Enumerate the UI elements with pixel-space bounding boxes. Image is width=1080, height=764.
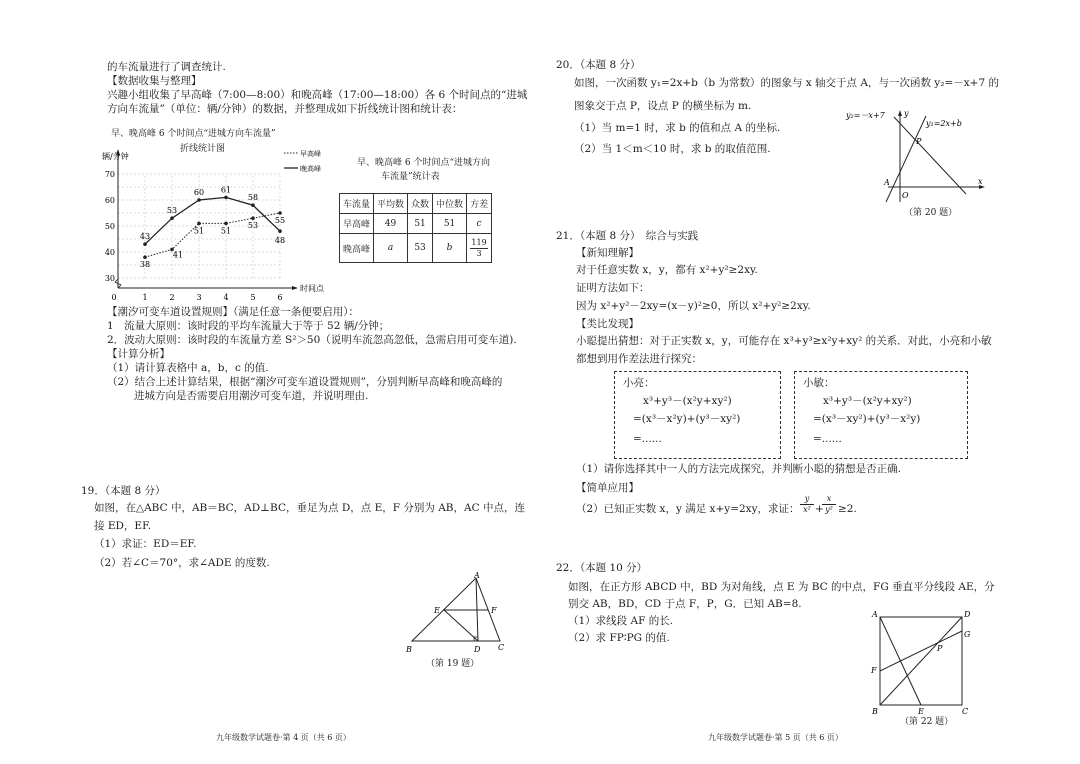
q21-line-3: 因为 x²+y²－2xy=(x－y)²≥0，所以 x²+y²≥2xy. [576,300,811,312]
left-footer: 九年级数学试题卷·第 4 页（共 6 页） [216,733,351,742]
segment-fg [880,631,962,671]
fraction-2 [822,494,836,515]
label-o: O [902,191,909,200]
table-title-2: 车流量”统计表 [381,172,440,182]
data-point [170,216,174,220]
data-point [197,222,201,226]
box-line: =(x³－xy²)+(y³－x²y) [813,413,921,425]
x-arrow-icon [292,286,298,290]
label-y: y [904,109,909,118]
table-header: 众数 [408,194,433,214]
label-f: F [871,666,877,675]
collect-line-2: 方向车流量”（单位：辆/分钟）的数据，并整理成如下折线统计图和统计表： [107,103,463,115]
data-label: 43 [139,232,151,242]
box-label: 小亮： [623,377,655,389]
calc-3: 进城方向是否需要启用潮汐可变车道，并说明理由. [134,390,369,402]
fraction-denominator: y² [825,505,833,514]
label-d: D [964,610,971,619]
xiaoliang-box [614,371,781,459]
label-y2: y₂=－x+7 [846,111,885,120]
q21-line-4: 小聪提出猜想：对于正实数 x，y，可能存在 x³+y³≥x²y+xy² 的关系．对此，小亮和小敏 [576,335,992,347]
q21-line-5: 都想到用作差法进行探究： [576,353,702,365]
label-g: G [964,630,971,639]
label-e: E [434,606,440,615]
y-tick-label: 60 [104,196,115,205]
data-label: 51 [220,226,232,236]
figure-20 [838,102,988,212]
x-tick-label: 5 [250,293,256,302]
q20-heading: 20．（本题 8 分） [556,59,641,71]
chart-title-1: 早、晚高峰 6 个时间点“进城方向车流量” [111,129,276,139]
table-cell: 51 [408,214,433,234]
data-point [197,198,201,202]
q22-line-4: （2）求 FP∶PG 的值. [568,632,670,644]
fraction-numerator: x [822,494,836,505]
table-header: 车流量 [340,194,374,214]
q21-line-2: 证明方法如下： [576,282,650,294]
rule-heading: 【潮汐可变车道设置规则】（满足任意一条便要启用）： [107,306,359,318]
table-cell: a [374,234,408,263]
q21-new-heading: 【新知理解】 [576,247,639,259]
data-point [143,242,147,246]
q20-line-2: 图象交于点 P，设点 P 的横坐标为 m. [574,100,752,112]
table-cell: 晚高峰 [340,234,374,263]
q20-line-4: （2）当 1＜m＜10 时，求 b 的取值范围. [574,143,771,155]
calc-2: （2）结合上述计算结果，根据“潮汐可变车道设置规则”，分别判断早高峰和晚高峰的 [107,376,503,388]
table-cell: b [433,234,467,263]
series-line-evening [145,197,280,244]
legend-label: 早高峰 [300,150,321,158]
data-point [251,216,255,220]
q20-line-1: 如图，一次函数 y₁=2x+b（b 为常数）的图象与 x 轴交于点 A，与一次函数 y₂=－x+7 的 [574,77,999,89]
label-d: D [474,645,481,654]
label-c: C [498,643,505,652]
fraction-denominator: 3 [476,248,482,258]
y-tick-label: 40 [104,248,115,257]
chart-title-2: 折线统计图 [180,144,226,154]
q19-line-2: 接 ED，EF. [94,520,152,532]
table-cell: c [467,214,492,234]
fraction-numerator: 119 [471,237,487,247]
table-cell: 51 [433,214,467,234]
q21-line-6: （1）请你选择其中一人的方法完成探究，并判断小聪的猜想是否正确. [576,463,902,475]
plus-sign: + [815,503,824,515]
x-tick-label: 3 [196,293,202,302]
figure-19 [400,570,520,660]
data-label: 38 [139,260,151,270]
y-axis-label: 辆/分钟 [102,152,129,161]
line-y1 [886,116,926,202]
x-tick-label: 4 [223,293,229,302]
segment-ed [444,610,478,641]
label-a: A [474,571,480,580]
q22-line-2: 别交 AB，BD，CD 于点 F，P，G．已知 AB=8. [568,598,802,610]
q21-analog-heading: 【类比发现】 [576,318,639,330]
table-row [340,234,492,263]
data-label: 61 [220,185,232,195]
q19-line-3: （1）求证：ED＝EF. [94,538,197,550]
fig19-caption: （第 19 题） [426,659,480,669]
table-header: 方差 [467,194,492,214]
series-line-morning [145,213,280,260]
fraction-numerator: y [800,494,814,505]
table-header-row [340,194,492,214]
q19-line-1: 如图，在△ABC 中，AB＝BC，AD⊥BC，垂足为点 D，点 E，F 分别为 AB，AC 中点，连 [94,502,525,514]
box-label: 小敏： [803,377,835,389]
y-arrow-icon [898,110,902,116]
q19-heading: 19．（本题 8 分） [81,485,166,497]
y-tick-label: 30 [104,274,115,283]
xiaomin-box [794,371,968,459]
table-cell: 早高峰 [340,214,374,234]
line-chart [100,146,335,302]
q20-line-3: （1）当 m=1 时，求 b 的值和点 A 的坐标. [574,122,781,134]
stats-table [339,193,492,263]
y-tick-label: 70 [104,170,115,179]
label-a: A [884,178,890,187]
x-axis-label: 时间点 [300,284,324,293]
box-line: =...... [633,433,662,445]
box-line: =...... [813,433,842,445]
q22-line-3: （1）求线段 AF 的长. [568,615,674,627]
y-tick-label: 50 [104,222,115,231]
q21-line-7: （2）已知正实数 x，y 满足 x+y=2xy，求证： [576,503,800,515]
box-line: x³+y³－(x²y+xy²) [823,395,912,407]
rule-1: 1 流量大原则：该时段的平均车流量大于等于 52 辆/分钟； [107,320,390,332]
table-cell: 53 [408,234,433,263]
q21-tail: ≥2. [838,503,857,515]
q21-apply-heading: 【简单应用】 [576,482,639,494]
table-row [340,214,492,234]
data-point [224,222,228,226]
label-p: P [916,137,922,146]
x-tick-label: 2 [169,293,175,302]
diagonal-bd [880,617,962,705]
x-tick-label: 6 [277,293,283,302]
data-point [224,196,228,200]
data-label: 58 [247,193,259,203]
data-point [278,211,282,215]
data-label: 51 [193,226,205,236]
label-x: x [978,177,983,186]
label-p: P [937,644,943,653]
x-tick-label: 1 [142,293,148,302]
data-point [251,203,255,207]
q21-line-1: 对于任意实数 x，y，都有 x²+y²≥2xy. [576,264,758,276]
fig20-caption: （第 20 题） [904,208,958,218]
label-b: B [406,645,412,654]
q21-heading: 21．（本题 8 分） 综合与实践 [556,230,699,242]
right-footer: 九年级数学试题卷·第 5 页（共 6 页） [708,733,843,742]
data-label: 53 [166,206,178,216]
legend-label: 晚高峰 [300,165,321,173]
x-tick-label: 0 [111,293,117,302]
table-cell: 49 [374,214,408,234]
intro-text: 的车流量进行了调查统计. [107,61,226,73]
box-line: =(x³－x²y)+(y³－xy²) [633,413,741,425]
box-line: x³+y³－(x²y+xy²) [643,395,732,407]
data-point [143,255,147,259]
data-label: 60 [193,188,205,197]
data-label: 41 [172,250,184,260]
label-y1: y₁=2x+b [926,119,962,128]
q19-line-4: （2）若∠C＝70°，求∠ADE 的度数. [94,557,270,569]
rule-2: 2．波动大原则：该时段的车流量方差 S²＞50（说明车流忽高忽低，急需启用可变车道). [107,334,517,346]
figure-22 [868,607,978,715]
calc-heading: 【计算分析】 [107,348,170,360]
data-label: 53 [247,221,259,231]
label-b: B [872,707,878,716]
data-point [278,229,282,233]
table-title-1: 早、晚高峰 6 个时间点“进城方向 [357,158,491,168]
label-e: E [918,707,924,716]
line-y2 [894,117,966,194]
label-a: A [872,610,878,619]
table-header: 平均数 [374,194,408,214]
fraction-denominator: x² [803,505,811,514]
label-c: C [962,707,969,716]
fraction-1 [800,494,814,515]
collect-heading: 【数据收集与整理】 [107,75,202,87]
fig22-caption: （第 22 题） [900,717,954,727]
calc-1: （1）请计算表格中 a，b，c 的值. [107,362,269,374]
data-label: 55 [274,216,286,225]
table-header: 中位数 [433,194,467,214]
label-f: F [491,606,497,615]
data-label: 48 [274,236,286,246]
q22-heading: 22．（本题 10 分） [556,562,648,574]
table-cell-fraction [467,234,492,263]
q22-line-1: 如图，在正方形 ABCD 中，BD 为对角线，点 E 为 BC 的中点，FG 垂直平分线段 AE，分 [568,581,995,593]
collect-line-1: 兴趣小组收集了早高峰（7:00—8:00）和晚高峰（17:00—18:00）各 6 个时间点的“进城 [107,89,528,101]
